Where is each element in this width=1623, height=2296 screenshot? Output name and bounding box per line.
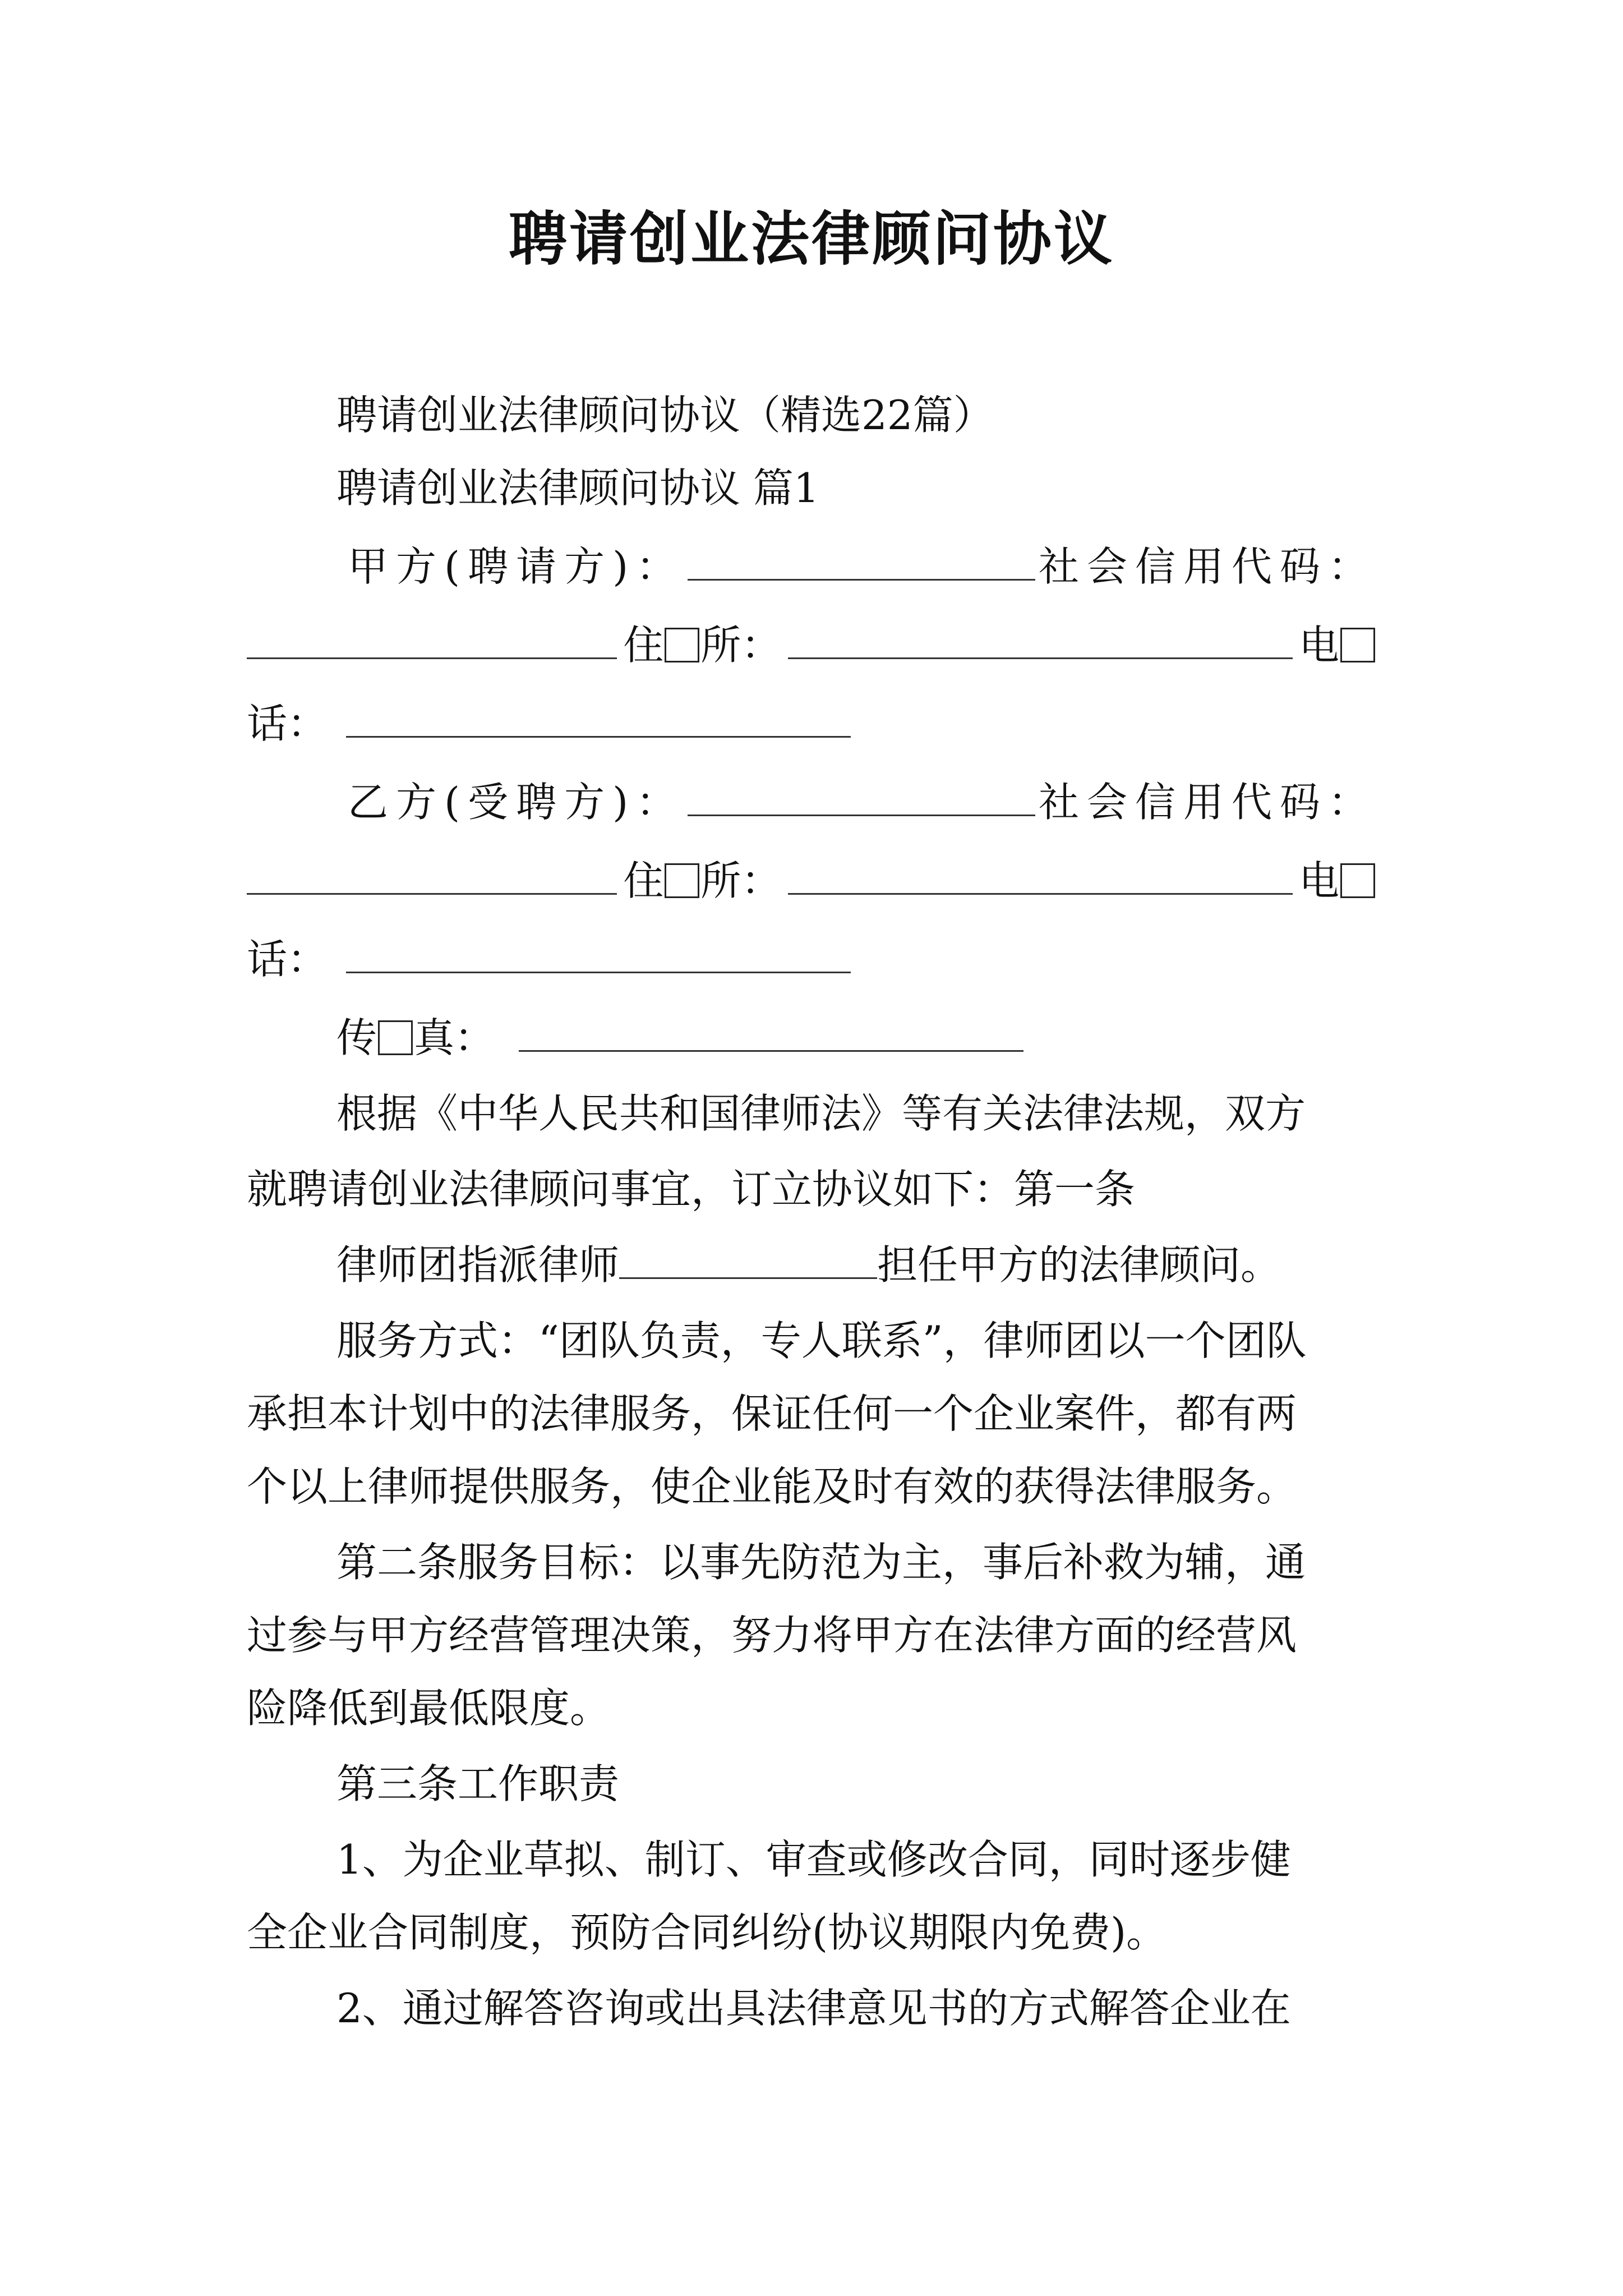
party-b-label: 乙方(受聘方)： xyxy=(348,779,685,826)
party-a-phone-label-start xyxy=(1299,617,1376,673)
para-lawyer-post: 担任甲方的法律顾问。 xyxy=(877,1241,1281,1289)
phone-label-pre: 电 xyxy=(1298,622,1339,669)
placeholder-box-icon xyxy=(1340,863,1375,898)
party-a-address-label xyxy=(623,617,781,673)
para-goal-line-2: 过参与甲方经营管理决策，努力将甲方在法律方面的经营风 xyxy=(247,1612,1297,1659)
document-subtitle: 聘请创业法律顾问协议（精选22篇） xyxy=(336,392,994,439)
para-basis-line-2: 就聘请创业法律顾问事宜，订立协议如下：第一条 xyxy=(247,1166,1136,1213)
fax-label-pre: 传 xyxy=(336,1014,377,1061)
party-b-row xyxy=(348,774,1376,830)
para-goal-line-1: 第二条服务目标：以事先防范为主，事后补救为辅，通 xyxy=(336,1539,1306,1586)
para-lawyer-row xyxy=(336,1237,1376,1293)
item2-line-1: 2、通过解答咨询或出具法律意见书的方式解答企业在 xyxy=(336,1985,1291,2032)
para-service-line-1: 服务方式：“团队负责，专人联系”，律师团以一个团队 xyxy=(336,1317,1307,1364)
document-title: 聘请创业法律顾问协议 xyxy=(508,205,1114,273)
fax-blank xyxy=(519,1011,1023,1052)
para-basis-line-1: 根据《中华人民共和国律师法》等有关法律法规，双方 xyxy=(336,1090,1306,1137)
para-lawyer-pre: 律师团指派律师 xyxy=(336,1241,620,1289)
party-a-phone-row xyxy=(247,696,1376,752)
party-a-row xyxy=(348,539,1376,595)
item1-line-2: 全企业合同制度，预防合同纠纷(协议期限内免费)。 xyxy=(247,1909,1167,1956)
item1-line-1: 1、为企业草拟、制订、审查或修改合同，同时逐步健 xyxy=(336,1836,1291,1883)
party-b-address-row xyxy=(247,853,1376,909)
phone-label-pre: 电 xyxy=(1298,857,1339,904)
party-a-address-row xyxy=(247,617,1376,673)
address-label-pre: 住 xyxy=(623,857,664,904)
para-service-line-2: 承担本计划中的法律服务，保证任何一个企业案件，都有两 xyxy=(247,1390,1297,1437)
party-a-credit-code-label: 社会信用代码： xyxy=(1038,543,1376,590)
para-goal-line-3: 险降低到最低限度。 xyxy=(247,1685,611,1732)
party-b-address-blank xyxy=(788,854,1293,895)
phone-label-post: 话： xyxy=(247,936,328,983)
party-b-phone-label-start xyxy=(1299,853,1376,909)
party-a-label: 甲方(聘请方)： xyxy=(348,543,685,590)
party-a-credit-code-blank xyxy=(247,618,617,659)
placeholder-box-icon xyxy=(665,628,699,662)
address-label-post: 所： xyxy=(700,857,782,904)
article3-heading: 第三条工作职责 xyxy=(336,1760,620,1807)
phone-label-post: 话： xyxy=(247,700,328,747)
party-b-name-blank xyxy=(688,775,1035,816)
fax-row xyxy=(336,1010,1376,1066)
fax-label-post: 真： xyxy=(414,1014,495,1061)
section-heading: 聘请创业法律顾问协议 篇1 xyxy=(336,464,819,512)
party-b-phone-row xyxy=(247,931,1376,987)
placeholder-box-icon xyxy=(378,1020,413,1055)
party-b-address-label xyxy=(623,853,781,909)
placeholder-box-icon xyxy=(665,863,699,898)
party-b-credit-code-blank xyxy=(247,854,617,895)
party-a-phone-blank xyxy=(346,697,851,738)
address-label-pre: 住 xyxy=(623,622,664,669)
party-b-phone-blank xyxy=(346,932,851,973)
party-a-name-blank xyxy=(688,540,1035,581)
party-a-address-blank xyxy=(788,618,1293,659)
address-label-post: 所： xyxy=(700,622,782,669)
placeholder-box-icon xyxy=(1340,628,1375,662)
para-service-line-3: 个以上律师提供服务，使企业能及时有效的获得法律服务。 xyxy=(247,1463,1297,1510)
lawyer-name-blank xyxy=(619,1238,877,1279)
party-b-credit-code-label: 社会信用代码： xyxy=(1038,779,1376,826)
